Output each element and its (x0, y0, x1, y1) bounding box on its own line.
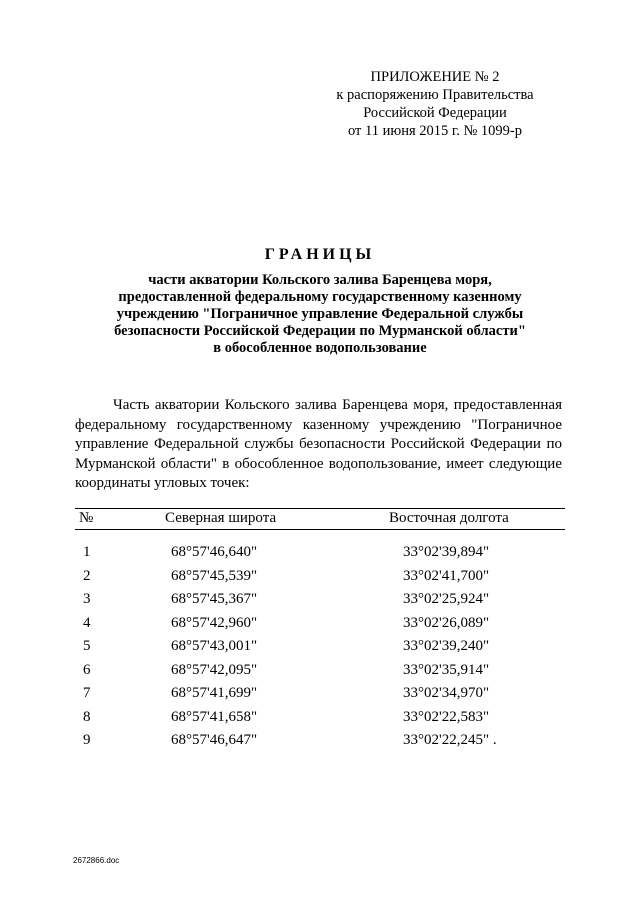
point-latitude: 68°57'46,647" (171, 732, 258, 748)
table-row (75, 662, 565, 686)
annex-order-ref: к распоряжению Правительства (336, 87, 534, 103)
table-body (75, 530, 565, 756)
point-longitude: 33°02'35,914" (403, 661, 490, 678)
annex-number: ПРИЛОЖЕНИЕ № 2 (370, 69, 500, 85)
intro-paragraph: Часть акватории Кольского залива Баренцева моря, предоставленная федеральному государственному казенному учреждению "Пограничное управление Федеральной службы безопасности Российской Федерации по Мурманской области" в обособленное водопользование, имеет следующие координаты угловых точек: (75, 397, 562, 491)
point-number: 1 (83, 544, 91, 560)
point-longitude: 33°02'39,894" (403, 544, 490, 560)
header-latitude: Северная широта (165, 510, 277, 526)
subtitle-line: части акватории Кольского залива Баренцева моря, (148, 272, 492, 288)
subtitle-line: учреждению "Пограничное управление Федеральной службы (116, 306, 524, 322)
point-longitude: 33°02'41,700" (403, 567, 490, 584)
subtitle-line: безопасности Российской Федерации по Мурманской области" (114, 323, 526, 339)
point-number: 6 (83, 661, 91, 678)
annex-date: от 11 июня 2015 г. № 1099-р (348, 123, 522, 139)
point-longitude: 33°02'25,924" (403, 591, 490, 607)
table-row (75, 638, 565, 662)
document-title: ГРАНИЦЫ (264, 246, 376, 263)
annex-header (300, 68, 570, 140)
table-row (75, 732, 565, 756)
header-number: № (79, 510, 94, 526)
subtitle-line: в обособленное водопользование (213, 340, 427, 356)
point-latitude: 68°57'41,658" (171, 708, 258, 725)
point-latitude: 68°57'45,367" (171, 591, 258, 607)
point-number: 3 (83, 591, 91, 607)
point-latitude: 68°57'41,699" (171, 685, 258, 701)
table-row (75, 709, 565, 733)
point-latitude: 68°57'46,640" (171, 544, 258, 560)
point-latitude: 68°57'42,095" (171, 661, 258, 678)
table-row (75, 591, 565, 615)
point-latitude: 68°57'45,539" (171, 567, 258, 584)
table-header (75, 508, 565, 530)
table-row (75, 568, 565, 592)
point-longitude: 33°02'22,245" . (403, 732, 497, 748)
annex-authority: Российской Федерации (363, 105, 507, 121)
point-longitude: 33°02'22,583" (403, 708, 490, 725)
document-subtitle (60, 272, 580, 357)
point-latitude: 68°57'42,960" (171, 614, 258, 631)
table-row (75, 685, 565, 709)
table-row (75, 544, 565, 568)
point-latitude: 68°57'43,001" (171, 638, 258, 654)
subtitle-line: предоставленной федеральному государственному казенному (118, 289, 522, 305)
point-number: 4 (83, 614, 91, 631)
point-longitude: 33°02'39,240" (403, 638, 490, 654)
point-number: 8 (83, 708, 91, 725)
point-longitude: 33°02'34,970" (403, 685, 490, 701)
point-number: 2 (83, 567, 91, 584)
point-longitude: 33°02'26,089" (403, 614, 490, 631)
point-number: 9 (83, 732, 91, 748)
point-number: 5 (83, 638, 91, 654)
file-reference: 2672866.doc (73, 856, 120, 865)
table-row (75, 615, 565, 639)
point-number: 7 (83, 685, 91, 701)
coordinates-table (75, 508, 565, 756)
header-longitude: Восточная долгота (389, 510, 509, 526)
